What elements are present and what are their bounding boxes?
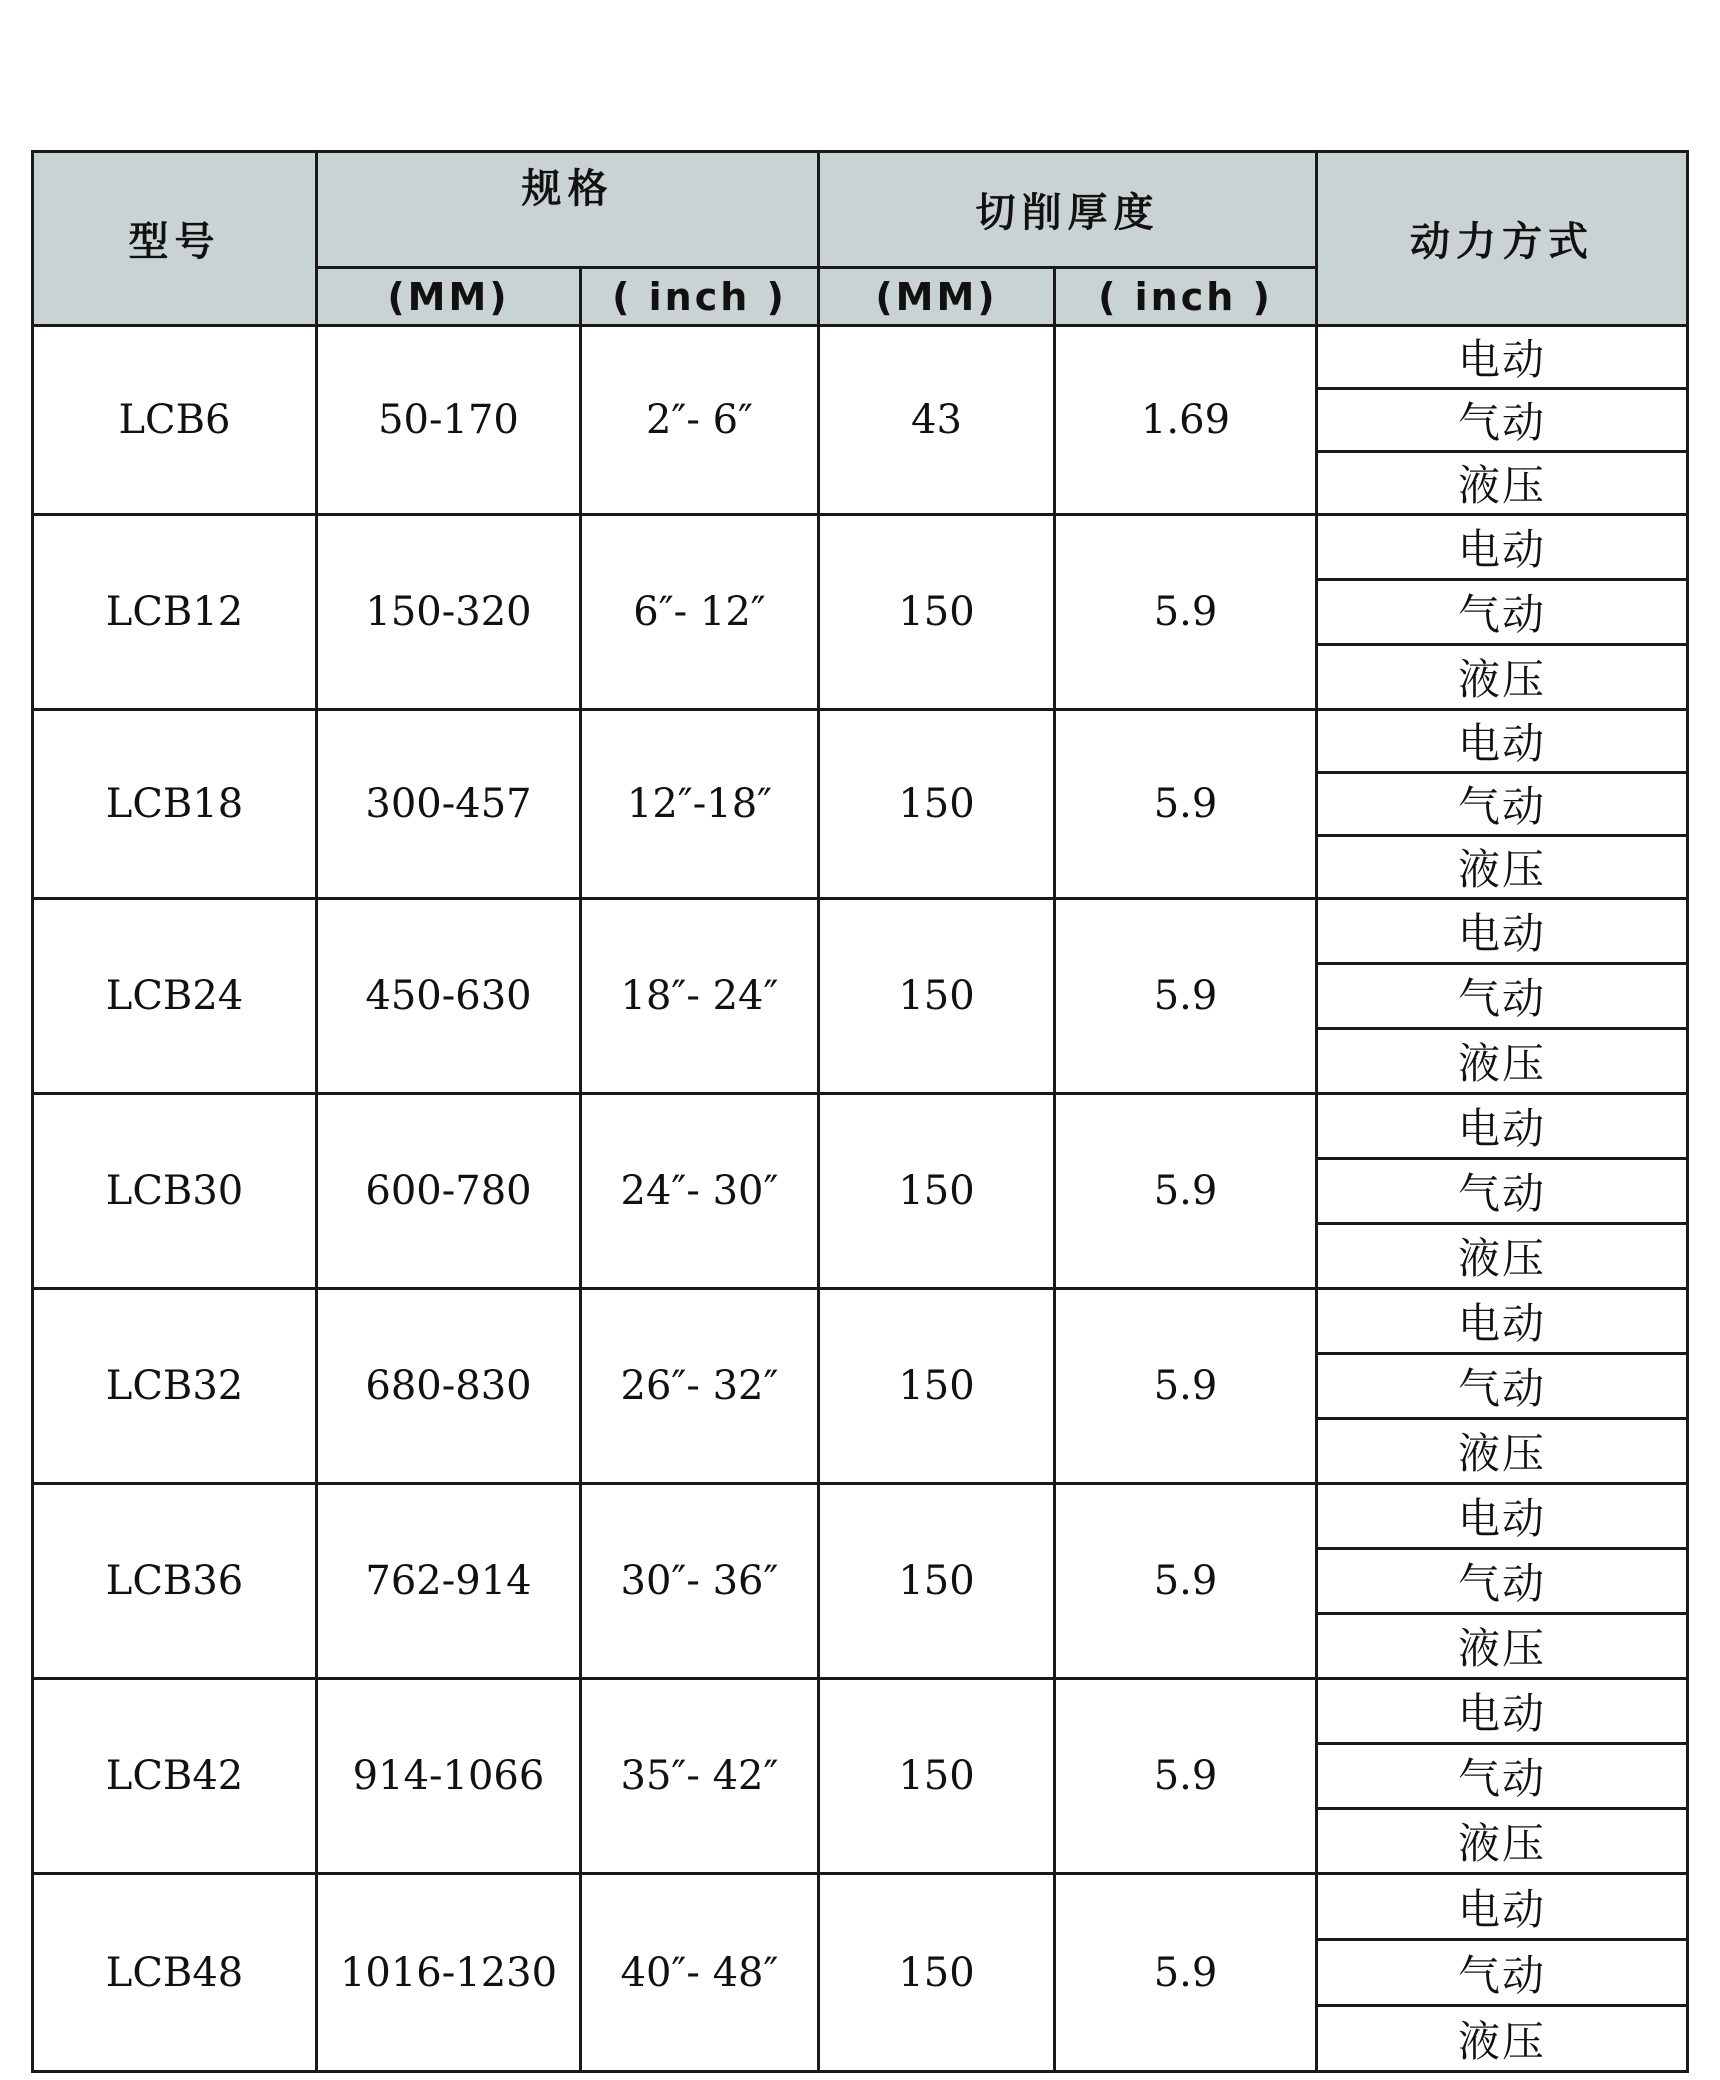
power-cell: 气动: [1317, 1744, 1688, 1809]
cut-mm-cell: 150: [819, 899, 1055, 1094]
header-spec-inch: ( inch ): [581, 268, 819, 326]
header-spec-mm: (MM): [317, 268, 581, 326]
power-cell: 电动: [1317, 1484, 1688, 1549]
table-row: [33, 899, 1688, 964]
cut-mm-cell: 150: [819, 1874, 1055, 2072]
model-cell: LCB6: [33, 326, 317, 515]
cut-inch-cell: 5.9: [1055, 710, 1317, 899]
table-row: [33, 1484, 1688, 1549]
table-row: [33, 326, 1688, 389]
power-cell: 电动: [1317, 1874, 1688, 1940]
power-cell: 气动: [1317, 1159, 1688, 1224]
model-cell: LCB24: [33, 899, 317, 1094]
power-cell: 气动: [1317, 580, 1688, 645]
spec-mm-cell: 1016-1230: [317, 1874, 581, 2072]
spec-mm-cell: 450-630: [317, 899, 581, 1094]
cut-inch-cell: 5.9: [1055, 1289, 1317, 1484]
spec-inch-cell: 12″-18″: [581, 710, 819, 899]
cut-mm-cell: 150: [819, 1679, 1055, 1874]
power-cell: 液压: [1317, 2006, 1688, 2072]
table-row: [33, 1289, 1688, 1354]
spec-mm-cell: 50-170: [317, 326, 581, 515]
model-cell: LCB30: [33, 1094, 317, 1289]
power-cell: 液压: [1317, 1224, 1688, 1289]
power-cell: 电动: [1317, 899, 1688, 964]
cut-mm-cell: 150: [819, 1094, 1055, 1289]
table-row: [33, 1874, 1688, 1940]
table-row: [33, 710, 1688, 773]
power-cell: 电动: [1317, 515, 1688, 580]
cut-inch-cell: 5.9: [1055, 1874, 1317, 2072]
cut-mm-cell: 43: [819, 326, 1055, 515]
spec-inch-cell: 18″- 24″: [581, 899, 819, 1094]
spec-mm-cell: 600-780: [317, 1094, 581, 1289]
header-cut-thickness: 切削厚度: [819, 152, 1317, 268]
power-cell: 电动: [1317, 710, 1688, 773]
power-cell: 气动: [1317, 1549, 1688, 1614]
power-cell: 液压: [1317, 1419, 1688, 1484]
cut-inch-cell: 5.9: [1055, 1484, 1317, 1679]
spec-mm-cell: 680-830: [317, 1289, 581, 1484]
header-row-top: [33, 152, 1688, 268]
spec-inch-cell: 24″- 30″: [581, 1094, 819, 1289]
spec-inch-cell: 26″- 32″: [581, 1289, 819, 1484]
power-cell: 气动: [1317, 1940, 1688, 2006]
power-cell: 气动: [1317, 964, 1688, 1029]
power-cell: 电动: [1317, 1679, 1688, 1744]
table-body: [33, 326, 1688, 2072]
power-cell: 液压: [1317, 1614, 1688, 1679]
table-header: [33, 152, 1688, 326]
power-cell: 气动: [1317, 773, 1688, 836]
header-power: 动力方式: [1317, 152, 1688, 326]
power-cell: 液压: [1317, 1809, 1688, 1874]
cut-inch-cell: 5.9: [1055, 899, 1317, 1094]
cut-mm-cell: 150: [819, 710, 1055, 899]
header-cut-inch: ( inch ): [1055, 268, 1317, 326]
spec-inch-cell: 2″- 6″: [581, 326, 819, 515]
header-model: 型号: [33, 152, 317, 326]
power-cell: 气动: [1317, 1354, 1688, 1419]
spec-inch-cell: 35″- 42″: [581, 1679, 819, 1874]
model-cell: LCB42: [33, 1679, 317, 1874]
model-cell: LCB12: [33, 515, 317, 710]
spec-mm-cell: 300-457: [317, 710, 581, 899]
cut-mm-cell: 150: [819, 1484, 1055, 1679]
cut-inch-cell: 5.9: [1055, 1679, 1317, 1874]
spec-mm-cell: 762-914: [317, 1484, 581, 1679]
model-cell: LCB36: [33, 1484, 317, 1679]
power-cell: 电动: [1317, 1289, 1688, 1354]
table-row: [33, 1679, 1688, 1744]
header-spec: 规格: [317, 152, 819, 268]
cut-inch-cell: 5.9: [1055, 1094, 1317, 1289]
table-row: [33, 515, 1688, 580]
power-cell: 液压: [1317, 452, 1688, 515]
power-cell: 气动: [1317, 389, 1688, 452]
model-cell: LCB18: [33, 710, 317, 899]
spec-table: [31, 150, 1689, 2073]
spec-inch-cell: 40″- 48″: [581, 1874, 819, 2072]
power-cell: 液压: [1317, 645, 1688, 710]
cut-inch-cell: 1.69: [1055, 326, 1317, 515]
cut-inch-cell: 5.9: [1055, 515, 1317, 710]
spec-mm-cell: 150-320: [317, 515, 581, 710]
cut-mm-cell: 150: [819, 1289, 1055, 1484]
spec-inch-cell: 6″- 12″: [581, 515, 819, 710]
model-cell: LCB32: [33, 1289, 317, 1484]
table-row: [33, 1094, 1688, 1159]
power-cell: 液压: [1317, 836, 1688, 899]
spec-inch-cell: 30″- 36″: [581, 1484, 819, 1679]
spec-mm-cell: 914-1066: [317, 1679, 581, 1874]
header-cut-mm: (MM): [819, 268, 1055, 326]
power-cell: 电动: [1317, 326, 1688, 389]
model-cell: LCB48: [33, 1874, 317, 2072]
power-cell: 电动: [1317, 1094, 1688, 1159]
cut-mm-cell: 150: [819, 515, 1055, 710]
power-cell: 液压: [1317, 1029, 1688, 1094]
